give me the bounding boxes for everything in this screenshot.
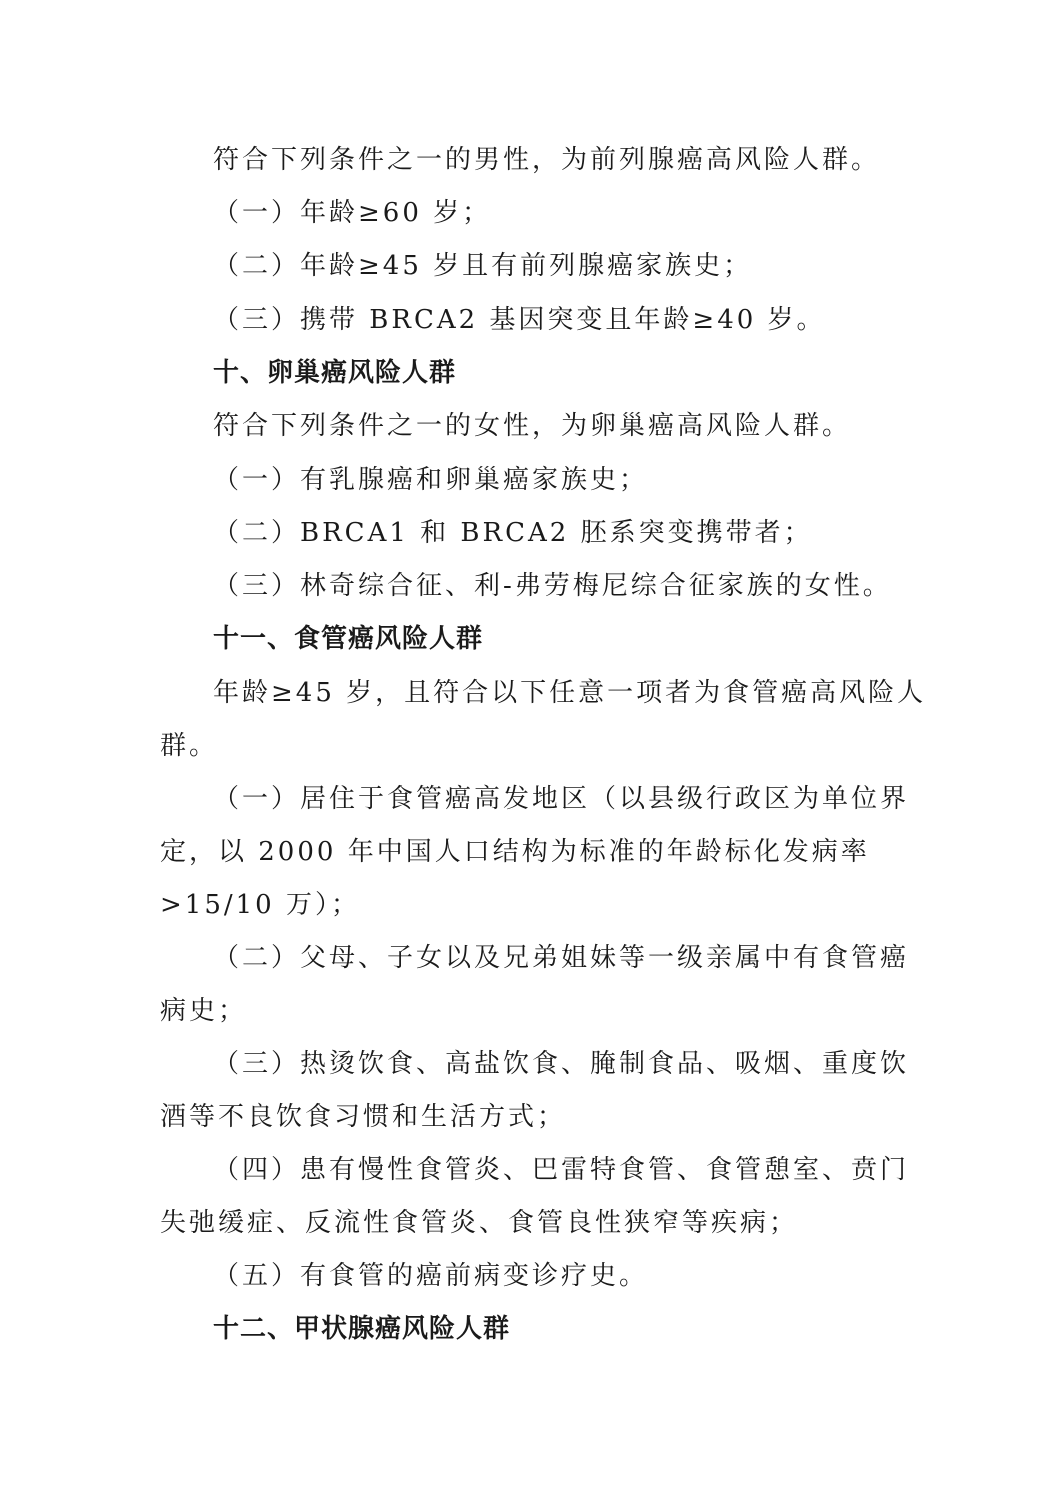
ovarian-item-1: （一）有乳腺癌和卵巢癌家族史； bbox=[213, 465, 649, 495]
esophageal-intro-line1: 年龄≥45 岁，且符合以下任意一项者为食管癌高风险人 bbox=[213, 678, 927, 708]
thyroid-heading: 十二、甲状腺癌风险人群 bbox=[213, 1314, 511, 1344]
prostate-item-2: （二）年龄≥45 岁且有前列腺癌家族史； bbox=[213, 251, 753, 281]
esophageal-item-2-line2: 病史； bbox=[160, 996, 248, 1026]
esophageal-item-1-line1: （一）居住于食管癌高发地区（以县级行政区为单位界 bbox=[213, 784, 910, 814]
esophageal-item-5: （五）有食管的癌前病变诊疗史。 bbox=[213, 1261, 649, 1291]
prostate-intro: 符合下列条件之一的男性，为前列腺癌高风险人群。 bbox=[213, 145, 881, 175]
esophageal-item-1-line2: 定，以 2000 年中国人口结构为标准的年龄标化发病率 bbox=[160, 837, 870, 867]
esophageal-item-3-line1: （三）热烫饮食、高盐饮食、腌制食品、吸烟、重度饮 bbox=[213, 1049, 910, 1079]
ovarian-item-2: （二）BRCA1 和 BRCA2 胚系突变携带者； bbox=[213, 518, 813, 548]
ovarian-item-3: （三）林奇综合征、利-弗劳梅尼综合征家族的女性。 bbox=[213, 571, 892, 601]
esophageal-intro-line2: 群。 bbox=[160, 731, 219, 761]
esophageal-item-3-line2: 酒等不良饮食习惯和生活方式； bbox=[160, 1102, 567, 1132]
prostate-item-3: （三）携带 BRCA2 基因突变且年龄≥40 岁。 bbox=[213, 305, 826, 335]
esophageal-item-2-line1: （二）父母、子女以及兄弟姐妹等一级亲属中有食管癌 bbox=[213, 943, 910, 973]
prostate-item-1: （一）年龄≥60 岁； bbox=[213, 198, 492, 228]
esophageal-heading: 十一、食管癌风险人群 bbox=[213, 624, 484, 654]
esophageal-item-4-line2: 失弛缓症、反流性食管炎、食管良性狭窄等疾病； bbox=[160, 1208, 799, 1238]
esophageal-item-4-line1: （四）患有慢性食管炎、巴雷特食管、食管憩室、贲门 bbox=[213, 1155, 910, 1185]
ovarian-heading: 十、卵巢癌风险人群 bbox=[213, 358, 457, 388]
esophageal-item-1-line3: >15/10 万）； bbox=[160, 890, 360, 920]
ovarian-intro: 符合下列条件之一的女性，为卵巢癌高风险人群。 bbox=[213, 411, 852, 441]
